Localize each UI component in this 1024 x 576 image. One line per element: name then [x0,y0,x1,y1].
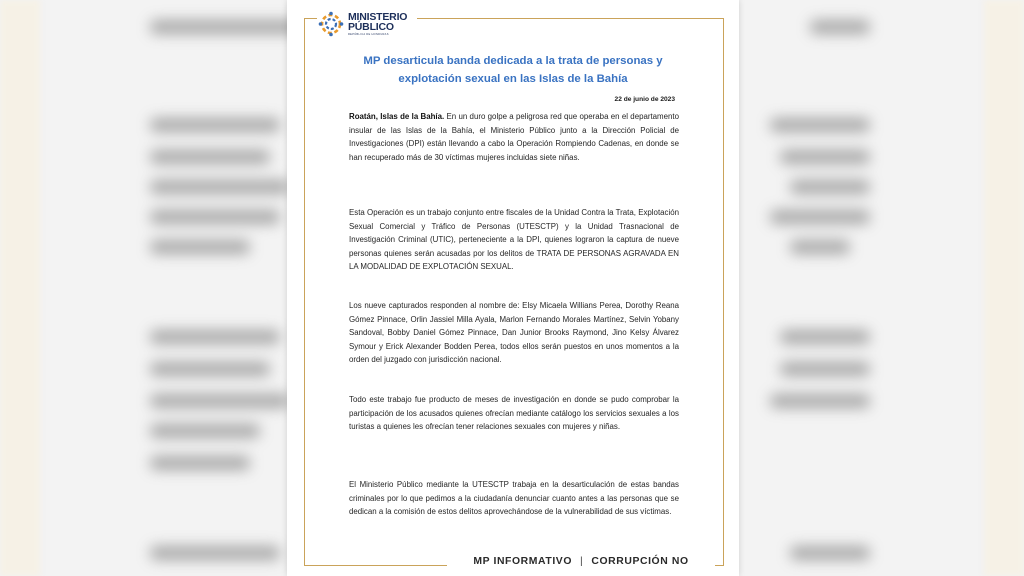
logo-subtitle: REPÚBLICA DE HONDURAS [348,32,389,36]
document-title: MP desarticula banda dedicada a la trata de personas y explotación sexual en las Islas de la Bahía [363,55,663,85]
document-footer [447,552,715,570]
footer-right-text: CORRUPCIÓN NO [591,555,689,567]
logo-emblem-icon [317,10,345,38]
press-release-document [287,0,739,576]
paragraph-5: El Ministerio Público mediante la UTESCTP trabaja en la desarticulación de estas bandas criminales por lo que pedimos a la ciudadanía denunciar cuanto antes a las personas que se dedican a la comisión de estos delitos aprovechándose de la vulnerabilidad de sus víctimas. [349,480,679,517]
ministerio-publico-logo [317,8,417,40]
paragraph-1-lead: Roatán, Islas de la Bahía. [349,112,445,121]
background-edge-left [0,0,40,576]
paragraph-2: Esta Operación es un trabajo conjunto entre fiscales de la Unidad Contra la Trata, Explotación Sexual Comercial y Tráfico de Personas (UTESCTP) y la Unidad Trasnacional de Investigación Criminal (UTIC), perteneciente a la DPI, quienes lograron la captura de nueve personas quienes serán acusadas por los delitos de TRATA DE PERSONAS AGRAVADA EN LA MODALIDAD DE EXPLOTACIÓN SEXUAL. [349,208,679,272]
logo-name-line2: PÚBLICO [348,21,394,34]
footer-separator: | [580,555,584,567]
paragraph-4: Todo este trabajo fue producto de meses de investigación en donde se pudo comprobar la participación de los acusados quienes ofrecían mediante catálogo los servicios sexuales a los turistas a quienes les ofrecían tener relaciones sexuales con mujeres y niñas. [349,395,679,432]
paragraph-3: Los nueve capturados responden al nombre de: Elsy Micaela Willians Perea, Dorothy Reana Gómez Pinnace, Orlin Jassiel Milla Ayala, Marlon Fernando Morales Martínez, Selvin Yobany Sandoval, Bobby Daniel Gómez Pinnace, Dan Junior Brooks Raymond, Jino Kelsy Álvarez Symour y Erick Alexander Bodden Perea, todos ellos serán puestos en unos momentos a la orden del juzgado con jurisdicción nacional. [349,301,679,365]
paragraph-1-text: En un duro golpe a peligrosa red que operaba en el departamento insular de las Islas de la Bahía, el Ministerio Público junto a la Dirección Policial de Investigaciones (DPI) están llevando a cabo la Operación Rompiendo Cadenas, en donde se han recuperado más de 30 víctimas mujeres incluidas siete niñas. [349,112,679,162]
footer-left-text: MP INFORMATIVO [473,555,573,567]
document-date: 22 de junio de 2023 [614,96,675,103]
logo-name-line1: MINISTERIO [348,10,408,23]
background-edge-right [984,0,1024,576]
paragraph-1 [349,110,679,164]
